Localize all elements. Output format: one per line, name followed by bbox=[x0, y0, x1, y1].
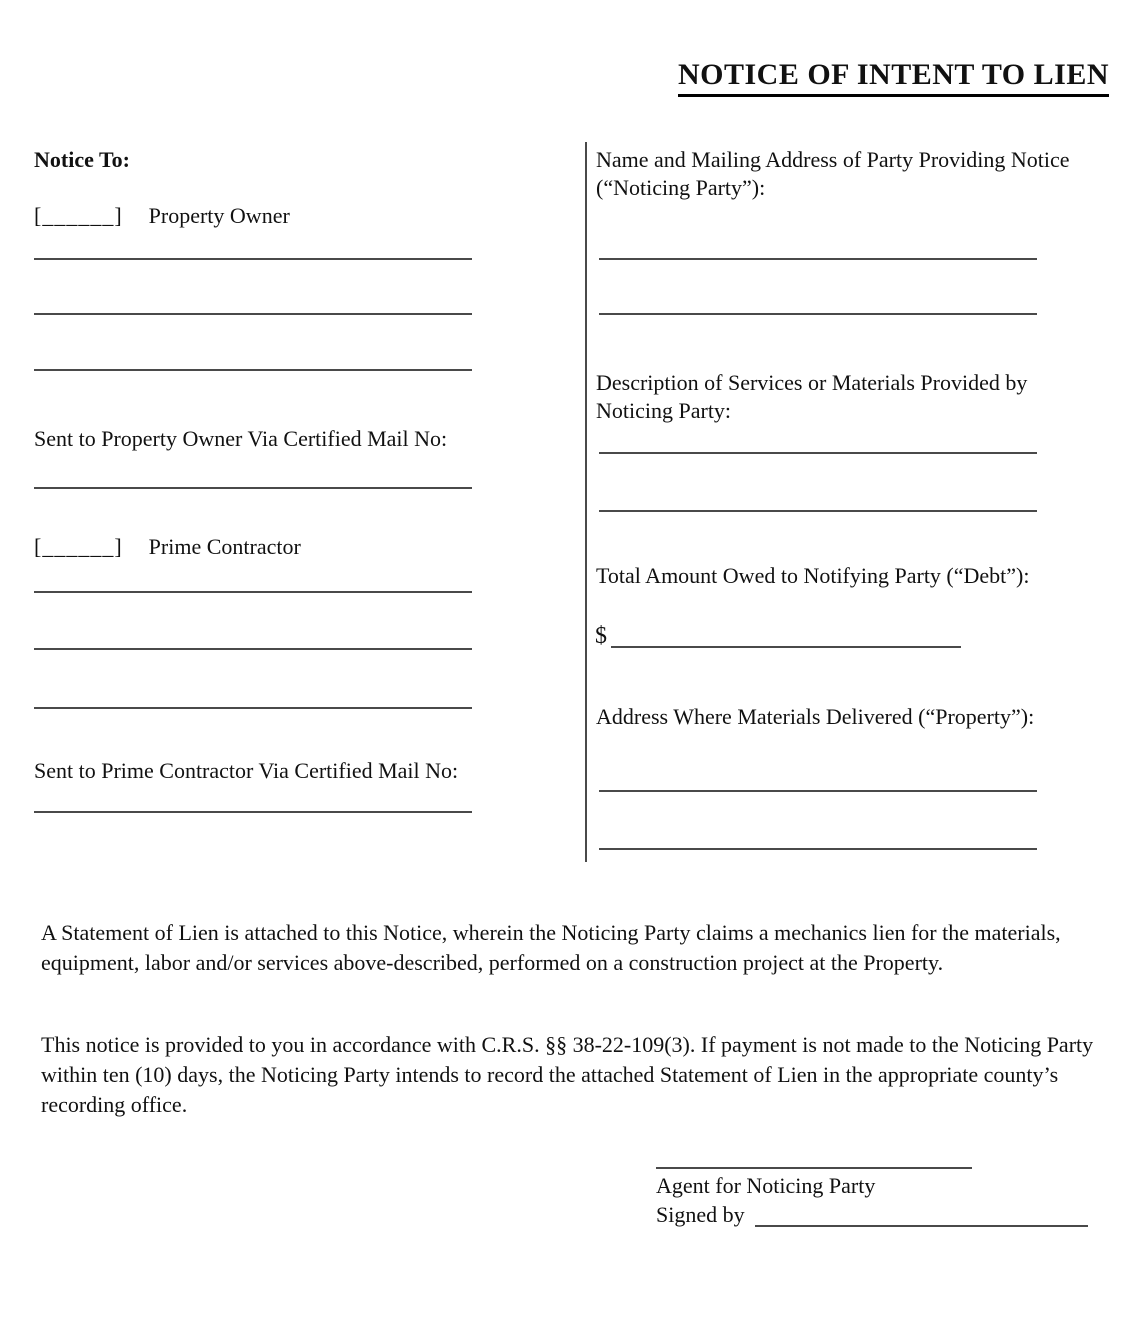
services-description-line-1[interactable] bbox=[599, 452, 1037, 454]
contractor-certified-mail-label: Sent to Prime Contractor Via Certified Mail No: bbox=[34, 758, 459, 783]
noticing-party-line-2[interactable] bbox=[599, 313, 1037, 315]
contractor-certified-mail-line[interactable] bbox=[34, 811, 472, 813]
owner-certified-mail-line[interactable] bbox=[34, 487, 472, 489]
property-address-line-2[interactable] bbox=[599, 848, 1037, 850]
contractor-address-line-2[interactable] bbox=[34, 648, 472, 650]
signed-by-line[interactable] bbox=[755, 1225, 1088, 1227]
agent-signature-line[interactable] bbox=[656, 1167, 972, 1169]
amount-line[interactable] bbox=[611, 646, 961, 648]
property-owner-option bbox=[34, 203, 290, 229]
noticing-party-name-address-label: Name and Mailing Address of Party Providing Notice (“Noticing Party”): bbox=[596, 147, 1070, 200]
legal-notice-paragraph: This notice is provided to you in accordance with C.R.S. §§ 38-22-109(3). If payment is not made to the Noticing Party within ten (10) days, the Noticing Party intends to record the attached Statement of Lien in the appropriate county’s recording office. bbox=[41, 1032, 1094, 1117]
signed-by-field bbox=[656, 1200, 1088, 1229]
services-description-label: Description of Services or Materials Provided by Noticing Party: bbox=[596, 370, 1028, 423]
notice-to-heading: Notice To: bbox=[34, 147, 130, 172]
services-description-line-2[interactable] bbox=[599, 510, 1037, 512]
noticing-party-line-1[interactable] bbox=[599, 258, 1037, 260]
owner-address-line-2[interactable] bbox=[34, 313, 472, 315]
property-address-line-1[interactable] bbox=[599, 790, 1037, 792]
statement-of-lien-paragraph: A Statement of Lien is attached to this Notice, wherein the Noticing Party claims a mechanics lien for the materials, equipment, labor and/or services above-described, performed on a construction project at the Property. bbox=[41, 920, 1061, 975]
signed-by-label: Signed by bbox=[656, 1202, 745, 1227]
property-owner-checkbox[interactable]: [______] bbox=[34, 203, 123, 228]
property-address-label: Address Where Materials Delivered (“Property”): bbox=[596, 704, 1035, 729]
contractor-address-line-3[interactable] bbox=[34, 707, 472, 709]
agent-for-noticing-party-label: Agent for Noticing Party bbox=[656, 1173, 876, 1198]
dollar-sign: $ bbox=[595, 623, 607, 649]
total-amount-label: Total Amount Owed to Notifying Party (“Debt”): bbox=[596, 563, 1030, 588]
page-title: NOTICE OF INTENT TO LIEN bbox=[678, 58, 1109, 97]
owner-address-line-3[interactable] bbox=[34, 369, 472, 371]
prime-contractor-checkbox[interactable]: [______] bbox=[34, 534, 123, 559]
prime-contractor-option bbox=[34, 534, 301, 560]
contractor-address-line-1[interactable] bbox=[34, 591, 472, 593]
owner-address-line-1[interactable] bbox=[34, 258, 472, 260]
prime-contractor-label: Prime Contractor bbox=[148, 534, 301, 559]
owner-certified-mail-label: Sent to Property Owner Via Certified Mail No: bbox=[34, 426, 448, 451]
amount-field bbox=[595, 624, 961, 648]
column-divider bbox=[585, 142, 587, 862]
property-owner-label: Property Owner bbox=[148, 203, 290, 228]
